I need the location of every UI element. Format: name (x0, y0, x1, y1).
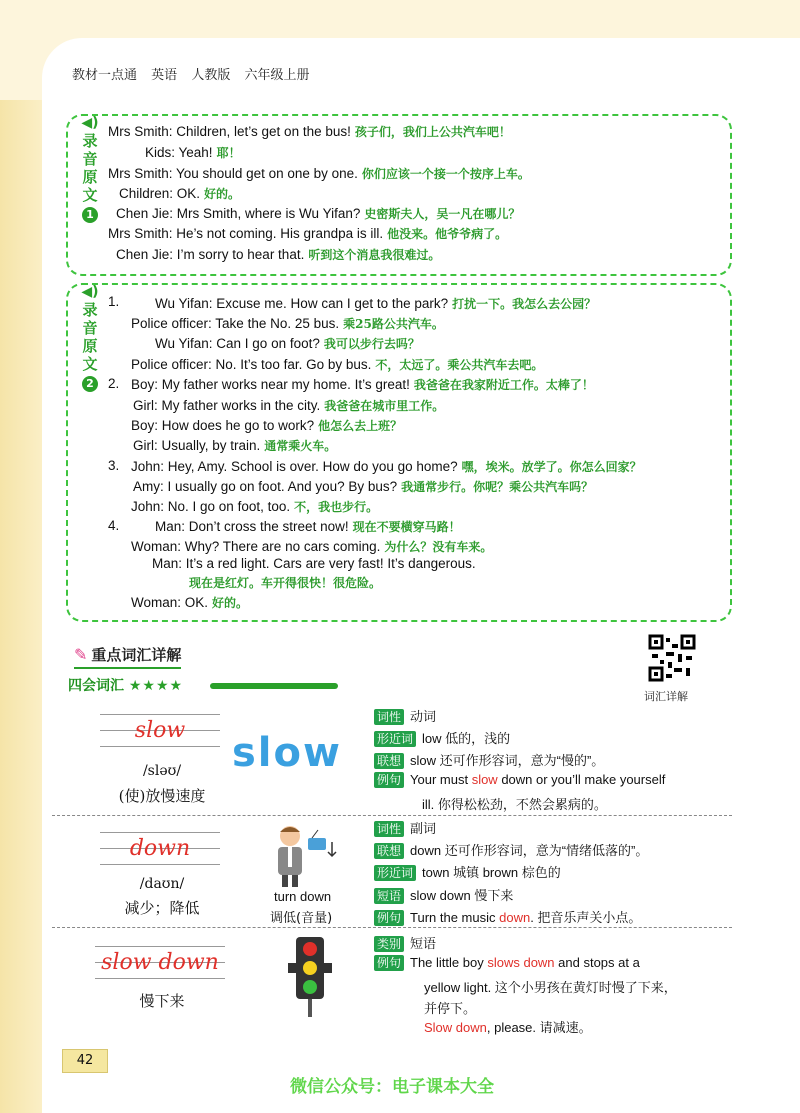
dialogue-line: Amy: I usually go on foot. And you? By bus? 我通常步行。你呢？乘公共汽车吗？ (133, 479, 594, 494)
definition: 类别 短语 (374, 933, 436, 952)
dialogue-line: Police officer: No. It’s too far. Go by bus. 不，太远了。乘公共汽车去吧。 (131, 357, 544, 372)
definition: yellow light. 这个小男孩在黄灯时慢了下来， (424, 980, 677, 995)
divider (52, 815, 732, 816)
dialogue-line: Mrs Smith: Children, let’s get on the bus! 孩子们，我们上公共汽车吧！ (108, 124, 511, 139)
definition: 例句 The little boy slows down and stops at a (374, 955, 640, 971)
label-char: 原 (82, 168, 98, 186)
section-title: ✎ 重点词汇详解 (74, 644, 181, 669)
transcript-label-2 (80, 283, 100, 392)
dialogue-line: Woman: Why? There are no cars coming. 为什么？没有车来。 (131, 539, 493, 554)
label-char: 录 (82, 301, 98, 319)
definition: 词性 动词 (374, 706, 436, 725)
dialogue-line: Wu Yifan: Excuse me. How can I get to the park? 打扰一下。我怎么去公园？ (155, 296, 597, 311)
dialogue-line: Wu Yifan: Can I go on foot? 我可以步行去吗？ (155, 336, 420, 351)
speaker-icon: ◀) (81, 284, 99, 300)
word-slow-down (95, 940, 225, 990)
dialogue-line: Mrs Smith: He’s not coming. His grandpa is ill. 他没来。他爷爷病了。 (108, 226, 508, 241)
footer-watermark: 微信公众号：电子课本大全 (290, 1077, 494, 1097)
book-name: 教材一点通 (72, 68, 138, 83)
definition: 联想 down 还可作形容词，意为“情绪低落的”。 (374, 840, 648, 859)
definition: 例句 Your must slow down or you’ll make yourself (374, 772, 665, 788)
dialogue-line: Girl: Usually, by train. 通常乘火车。 (133, 438, 337, 453)
dialogue-line: Kids: Yeah! 耶！ (145, 145, 241, 160)
dialogue-line: John: No. I go on foot, too. 不，我也步行。 (131, 499, 379, 514)
dialogue-line: Boy: My father works near my home. It’s great! 我爸爸在我家附近工作。太棒了！ (131, 377, 594, 392)
label-char: 录 (82, 132, 98, 150)
definition: Slow down, please. 请减速。 (424, 1020, 592, 1035)
definition: 词性 副词 (374, 818, 436, 837)
definition: 例句 Turn the music down. 把音乐声关小点。 (374, 907, 641, 926)
dialogue-line: Boy: How does he go to work? 他怎么去上班？ (131, 418, 403, 433)
page-edge (0, 100, 42, 1113)
qr-label: 词汇详解 (644, 690, 688, 703)
page-number: 42 (62, 1049, 108, 1073)
slow-art: slow (232, 730, 342, 776)
definition: 联想 slow 还可作形容词，意为“慢的”。 (374, 750, 604, 769)
transcript-label-1 (80, 114, 100, 223)
page-header (72, 64, 319, 83)
divider (52, 927, 732, 928)
transcript-number: 1 (82, 207, 98, 223)
item-number: 4. (108, 518, 120, 533)
dialogue-line: Woman: OK. 好的。 (131, 595, 249, 610)
word-text: slow (134, 718, 186, 743)
pencil-icon: ✎ (74, 645, 88, 664)
pic-caption-en: turn down (274, 889, 332, 904)
traffic-light-icon (288, 935, 332, 1019)
word-slow (100, 708, 220, 758)
label-char: 音 (82, 150, 98, 168)
meaning: 减少；降低 (124, 899, 200, 917)
item-number: 1. (108, 294, 120, 309)
grade: 六年级上册 (244, 68, 310, 83)
definition: 并停下。 (424, 1001, 477, 1016)
label-char: 文 (82, 186, 98, 204)
label-char: 音 (82, 319, 98, 337)
word-text: down (129, 836, 191, 861)
pic-caption-cn: 调低(音量) (270, 911, 333, 926)
item-number: 2. (108, 376, 120, 391)
label-char: 文 (82, 355, 98, 373)
dialogue-line: John: Hey, Amy. School is over. How do you go home? 嘿，埃米。放学了。你怎么回家？ (131, 459, 642, 474)
speaker-icon: ◀) (81, 115, 99, 131)
definition: 短语 slow down 慢下来 (374, 885, 513, 904)
word-down (100, 826, 220, 876)
definition: 形近词 low 低的，浅的 (374, 728, 510, 747)
dialogue-line: Children: OK. 好的。 (119, 186, 241, 201)
label-char: 原 (82, 337, 98, 355)
vocab-level: 四会词汇 ★★★★ (68, 678, 184, 694)
transcript-number: 2 (82, 376, 98, 392)
meaning: (使)放慢速度 (118, 787, 206, 805)
dialogue-line: Man: It’s a red light. Cars are very fast! It’s dangerous. (152, 556, 476, 571)
man-radio-icon (268, 822, 338, 888)
dialogue-line: Chen Jie: I’m sorry to hear that. 听到这个消息我很难过。 (116, 247, 441, 262)
meaning: 慢下来 (139, 992, 185, 1010)
level-bar (210, 683, 338, 689)
dialogue-line: Mrs Smith: You should get on one by one. 你们应该一个接一个按序上车。 (108, 166, 530, 181)
phonetic: /sləʊ/ (142, 763, 182, 779)
dialogue-line: Police officer: Take the No. 25 bus. 乘25路公共汽车。 (131, 316, 444, 331)
qr-code-icon[interactable] (648, 634, 696, 682)
subject: 英语 (151, 68, 178, 83)
phonetic: /daʊn/ (139, 876, 185, 892)
dialogue-line: Chen Jie: Mrs Smith, where is Wu Yifan? 史密斯夫人，吴一凡在哪儿？ (116, 206, 521, 221)
definition: ill. 你得松松劲，不然会累病的。 (422, 797, 607, 812)
edition: 人教版 (191, 68, 231, 83)
dialogue-line: 现在是红灯。车开得很快！很危险。 (189, 576, 382, 590)
definition: 形近词 town 城镇 brown 棕色的 (374, 862, 561, 881)
dialogue-line: Man: Don’t cross the street now! 现在不要横穿马路！ (155, 519, 461, 534)
dialogue-line: Girl: My father works in the city. 我爸爸在城市里工作。 (133, 398, 445, 413)
item-number: 3. (108, 458, 120, 473)
stars: ★★★★ (128, 678, 184, 694)
word-text: slow down (101, 950, 219, 975)
